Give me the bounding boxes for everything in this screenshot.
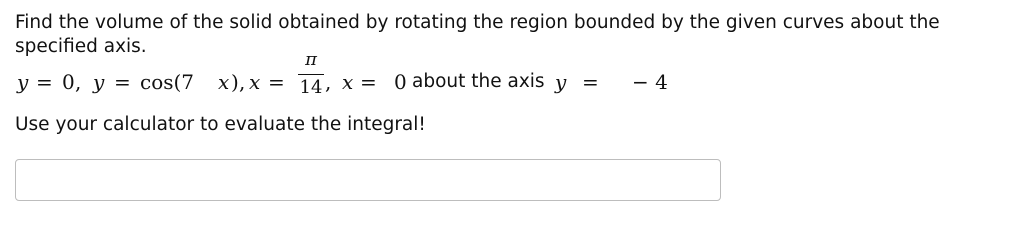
math-equals-3: = [268,70,285,94]
fraction-bar [298,74,324,75]
math-var-y1: y [17,70,29,94]
instruction-text: Use your calculator to evaluate the integral! [15,114,426,135]
fraction-numerator: π [305,49,317,70]
answer-input[interactable] [15,159,721,201]
math-equals-2: = [114,70,131,94]
math-comma-3: , [325,70,332,94]
math-var-x2: x [342,70,354,94]
math-equals-1: = [36,70,53,94]
question-prompt: Find the volume of the solid obtained by rotating the region bounded by the given curves about the specified axis. [15,12,940,57]
math-close-paren: ) [231,70,239,94]
math-var-x1: x [249,70,261,94]
curves-expression [15,49,1015,104]
question-block [15,11,1015,104]
pi-over-14-fraction [297,47,325,105]
math-comma-1: , [75,70,82,94]
about-axis-text: about the axis [412,71,545,92]
math-cos: cos(7 [140,70,195,94]
math-var-y2: y [93,70,105,94]
math-equals-5: = [582,70,599,94]
math-zero-1: 0 [62,70,75,94]
math-equals-4: = [360,70,377,94]
axis-value: − 4 [632,70,668,94]
math-var-x-in-cos: x [218,70,230,94]
math-zero-2: 0 [394,70,407,94]
math-comma-2: , [239,70,246,94]
math-var-y3: y [555,70,567,94]
fraction-denominator: 14 [299,77,323,98]
